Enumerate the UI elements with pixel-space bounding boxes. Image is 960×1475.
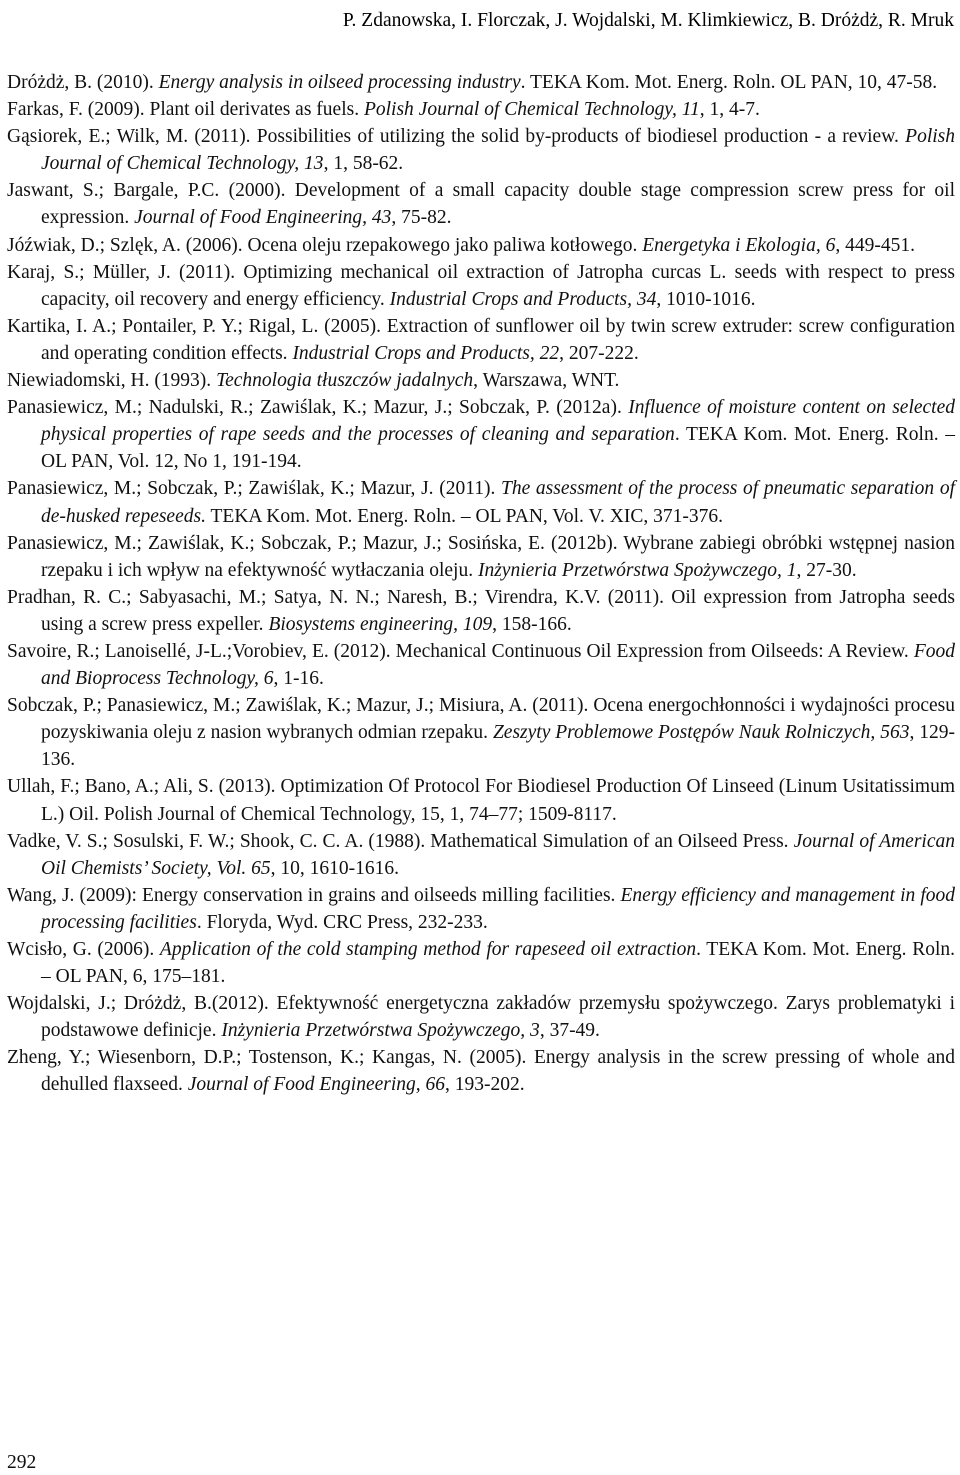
reference-text: Dróżdż, B. (2010). [7,72,159,93]
reference-source-italic: The assessment of the process of pneumatic separation of de-husked repeseeds. [41,478,955,527]
reference-source-italic: Zeszyty Problemowe Postępów Nauk Rolniczych, 563 [492,722,910,744]
reference-list [7,69,955,1099]
reference-entry [7,692,955,773]
reference-entry [7,990,955,1044]
reference-source-italic: Energy analysis in oilseed processing industry [158,72,521,93]
reference-entry [7,475,955,529]
reference-text: TEKA Kom. Mot. Energ. Roln. – OL PAN, Vol. V. XIC, 371-376. [205,505,723,527]
reference-text: Jóźwiak, D.; Szlęk, A. (2006). Ocena oleju rzepakowego jako paliwa kotłowego. [7,234,643,256]
reference-text: , 207-222. [559,342,639,364]
reference-entry [7,123,955,177]
reference-text: , 10, 1610-1616. [270,857,400,879]
page-number: 292 [7,1452,37,1473]
reference-text: Pradhan, R. C.; Sabyasachi, M.; Satya, N. N.; Naresh, B.; Virendra, K.V. (2011). Oil expression from Jatropha seeds using a screw press expeller. [7,586,955,635]
reference-entry [7,69,955,96]
reference-text: . TEKA Kom. Mot. Energ. Roln. – OL PAN, Vol. 12, No 1, 191-194. [41,424,955,473]
reference-text: Farkas, F. (2009). Plant oil derivates as fuels. [7,99,364,121]
reference-source-italic: Energy efficiency and management in food processing facilities [41,884,955,933]
reference-entry [7,394,955,475]
reference-text: , Warszawa, WNT. [473,370,620,392]
reference-text: Vadke, V. S.; Sosulski, F. W.; Shook, C. C. A. (1988). Mathematical Simulation of an Oilseed Press. [7,830,794,852]
reference-text: , 27-30. [796,559,857,581]
reference-text: Jaswant, S.; Bargale, P.C. (2000). Development of a small capacity double stage compression screw press for oil expression. [7,180,955,229]
reference-text: Wojdalski, J.; Dróżdż, B.(2012). Efektywność energetyczna zakładów przemysłu spożywczego. Zarys problematyki i podstawowe definicje. [7,993,955,1042]
reference-source-italic: Journal of American Oil Chemists’ Society, Vol. 65 [41,830,955,879]
reference-source-italic: Polish Journal of Chemical Technology, 11 [363,99,700,121]
reference-source-italic: Influence of moisture content on selected physical properties of rape seeds and the processes of cleaning and separation [41,397,956,446]
reference-text: Niewiadomski, H. (1993). [7,370,217,392]
reference-text: Panasiewicz, M.; Zawiślak, K.; Sobczak, P.; Mazur, J.; Sosińska, E. (2012b). Wybrane zabiegi obróbki wstępnej nasion rzepaku i ich wpływ na efektywność wytłaczania oleju. [7,532,955,581]
reference-text: . TEKA Kom. Mot. Energ. Roln. – OL PAN, 6, 175–181. [41,939,955,988]
reference-entry [7,584,955,638]
reference-source-italic: Journal of Food Engineering, 43 [134,207,392,229]
reference-text: , 75-82. [391,207,452,229]
reference-text: Panasiewicz, M.; Sobczak, P.; Zawiślak, K.; Mazur, J. (2011). [7,478,502,500]
reference-source-italic: Biosystems engineering, 109 [268,613,493,635]
reference-entry [7,828,955,882]
reference-entry [7,530,955,584]
reference-text: Kartika, I. A.; Pontailer, P. Y.; Rigal, L. (2005). Extraction of sunflower oil by twin screw extruder: screw configuration and operating condition effects. [7,315,955,364]
reference-entry [7,882,955,936]
reference-entry [7,936,955,990]
reference-text: Panasiewicz, M.; Nadulski, R.; Zawiślak, K.; Mazur, J.; Sobczak, P. (2012a). [7,397,629,419]
reference-source-italic: Technologia tłuszczów jadalnych [216,370,474,392]
reference-text: , 129-136. [41,722,955,771]
reference-text: Wcisło, G. (2006). [7,939,160,960]
reference-text: , 1, 4-7. [699,99,760,121]
reference-source-italic: Polish Journal of Chemical Technology, 13 [41,126,955,175]
reference-text: , 37-49. [539,1020,600,1042]
reference-entry [7,638,955,692]
reference-entry [7,232,955,259]
reference-text: , 1, 58-62. [323,153,404,175]
reference-entry [7,1044,955,1098]
reference-text: Wang, J. (2009): Energy conservation in grains and oilseeds milling facilities. [7,884,621,906]
reference-text: , 1-16. [273,668,324,690]
reference-text: Ullah, F.; Bano, A.; Ali, S. (2013). Optimization Of Protocol For Biodiesel Production Of Linseed (Linum Usitatissimum L.) Oil. Polish Journal of Chemical Technology, 15, 1, 74–77; 1509-8117. [7,776,955,825]
reference-entry [7,367,955,394]
reference-text: Zheng, Y.; Wiesenborn, D.P.; Tostenson, K.; Kangas, N. (2005). Energy analysis in the screw pressing of whole and dehulled flaxseed. [7,1047,955,1096]
reference-text: Gąsiorek, E.; Wilk, M. (2011). Possibilities of utilizing the solid by-products of biodiesel production - a review. [7,126,906,148]
reference-source-italic: Application of the cold stamping method for rapeseed oil extraction [159,939,697,960]
reference-text: , 1010-1016. [656,288,756,310]
reference-text: , 193-202. [445,1074,525,1096]
reference-entry [7,259,955,313]
reference-text: , 449-451. [835,234,915,256]
reference-source-italic: Energetyka i Ekologia, 6 [642,234,836,256]
reference-entry [7,177,955,231]
reference-source-italic: Journal of Food Engineering, 66 [187,1074,446,1096]
reference-entry [7,313,955,367]
reference-source-italic: Food and Bioprocess Technology, 6 [41,640,955,690]
running-head: P. Zdanowska, I. Florczak, J. Wojdalski, M. Klimkiewicz, B. Dróżdż, R. Mruk [342,10,954,31]
reference-text: . TEKA Kom. Mot. Energ. Roln. OL PAN, 10, 47-58. [520,72,938,93]
reference-source-italic: Inżynieria Przetwórstwa Spożywczego, 3 [221,1020,540,1042]
reference-text: , 158-166. [492,613,572,635]
reference-text: Savoire, R.; Lanoisellé, J-L.;Vorobiev, E. (2012). Mechanical Continuous Oil Expression from Oilseeds: A Review. [7,640,914,662]
reference-entry [7,773,955,827]
reference-source-italic: Industrial Crops and Products, 34 [389,288,657,310]
reference-source-italic: Industrial Crops and Products, 22 [292,342,560,364]
reference-text: Sobczak, P.; Panasiewicz, M.; Zawiślak, K.; Mazur, J.; Misiura, A. (2011). Ocena energochłonności i wydajności procesu pozyskiwania oleju z nasion wybranych odmian rzepaku. [7,695,955,744]
reference-entry [7,96,955,123]
reference-text: Karaj, S.; Müller, J. (2011). Optimizing mechanical oil extraction of Jatropha curcas L. seeds with respect to press capacity, oil recovery and energy efficiency. [7,261,955,310]
reference-source-italic: Inżynieria Przetwórstwa Spożywczego, 1 [477,559,797,581]
reference-text: . Floryda, Wyd. CRC Press, 232-233. [196,911,488,933]
